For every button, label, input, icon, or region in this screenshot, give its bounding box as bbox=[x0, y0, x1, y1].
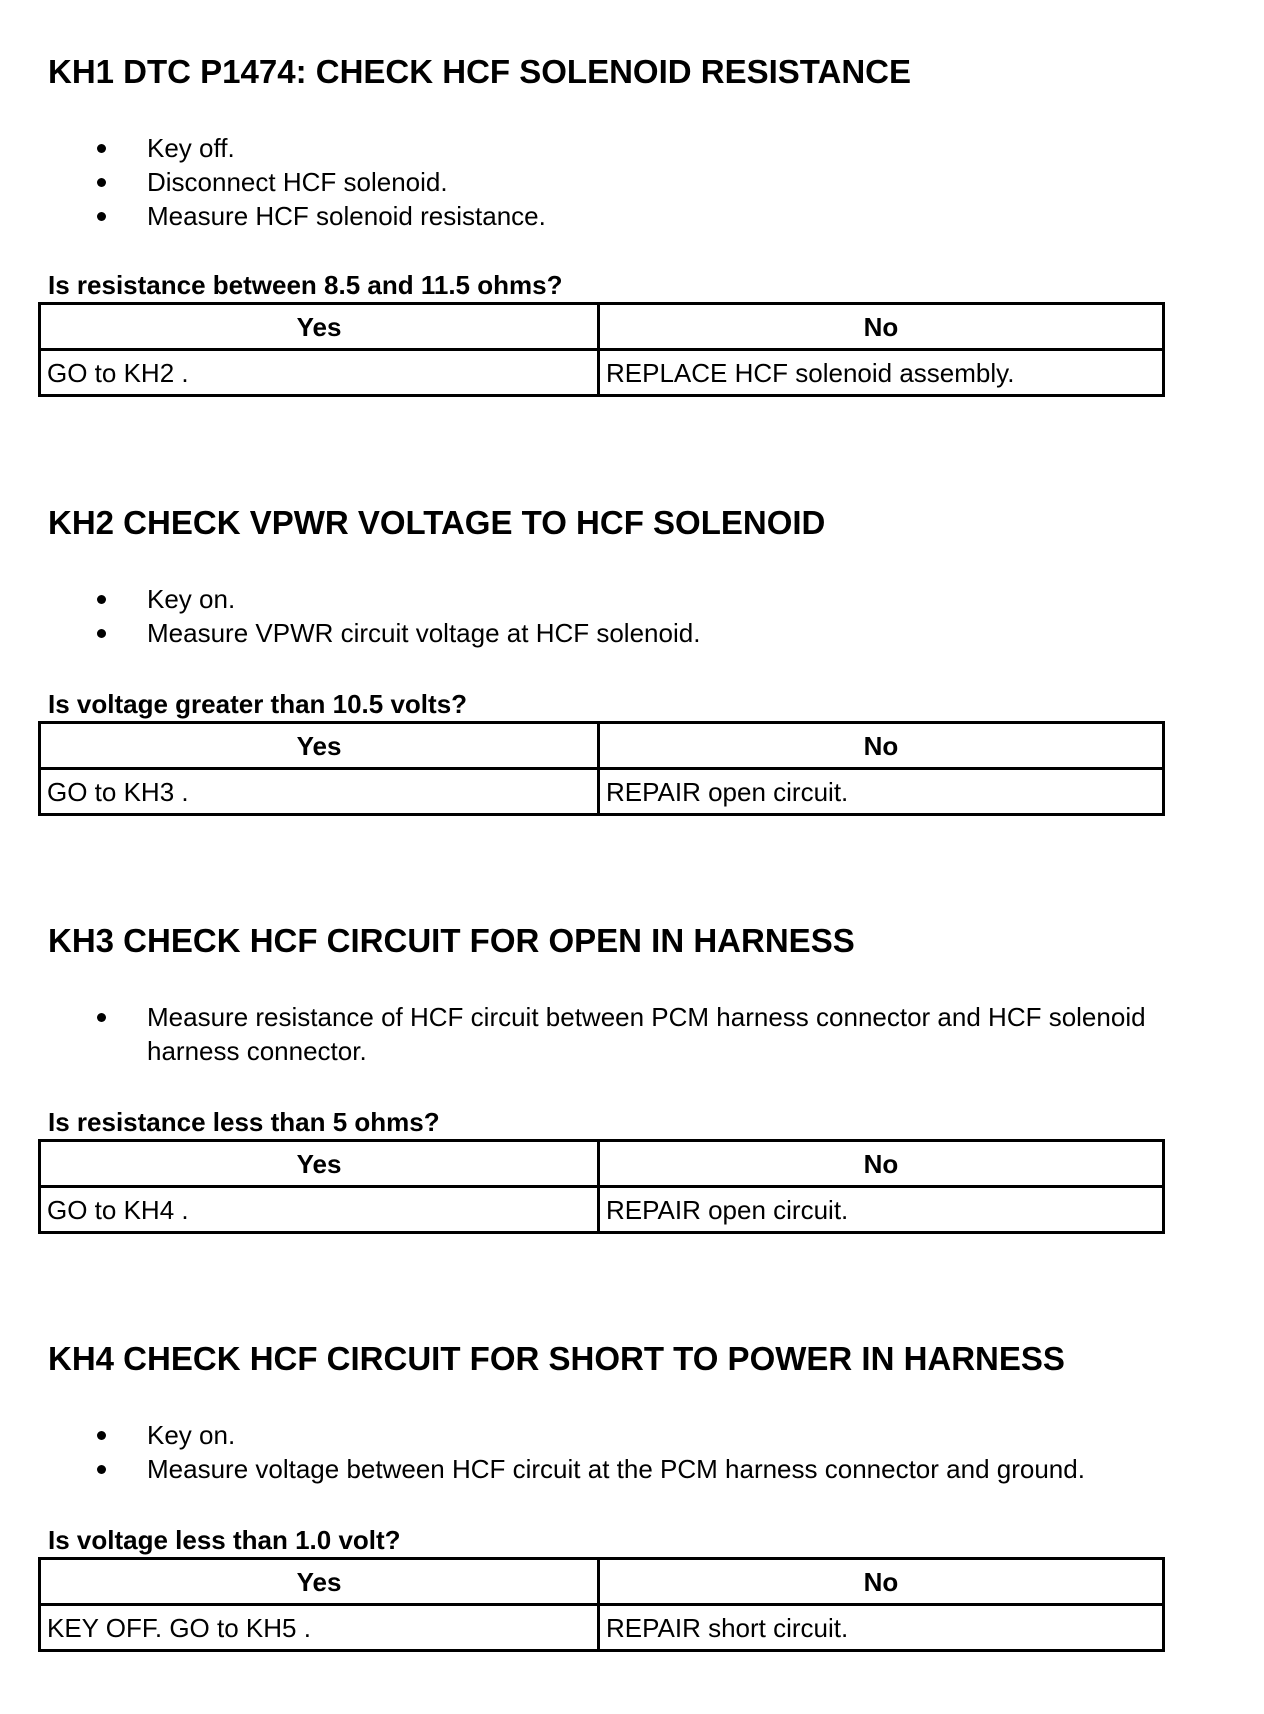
answer-table bbox=[38, 302, 1165, 397]
bullet-dot-icon bbox=[97, 144, 106, 153]
question: Is resistance between 8.5 and 11.5 ohms? bbox=[48, 270, 563, 300]
table-header-row bbox=[40, 304, 1164, 350]
step-title: KH4 CHECK HCF CIRCUIT FOR SHORT TO POWER IN HARNESS bbox=[48, 1340, 1065, 1377]
yes-header: Yes bbox=[40, 723, 599, 769]
instruction-list bbox=[0, 1000, 1227, 1068]
no-header: No bbox=[599, 304, 1164, 350]
no-action: REPAIR short circuit. bbox=[599, 1605, 1164, 1651]
table-header-row bbox=[40, 1141, 1164, 1187]
bullet-dot-icon bbox=[97, 1465, 106, 1474]
list-item: Key off. bbox=[0, 131, 1227, 165]
table-header-row bbox=[40, 723, 1164, 769]
list-item: Key on. bbox=[0, 582, 1227, 616]
no-header: No bbox=[599, 1559, 1164, 1605]
bullet-dot-icon bbox=[97, 212, 106, 221]
table-header-row bbox=[40, 1559, 1164, 1605]
question: Is resistance less than 5 ohms? bbox=[48, 1107, 440, 1137]
no-action: REPAIR open circuit. bbox=[599, 1187, 1164, 1233]
list-item: Measure resistance of HCF circuit between PCM harness connector and HCF solenoid harness connector. bbox=[0, 1000, 1227, 1068]
answer-table bbox=[38, 721, 1165, 816]
table-row bbox=[40, 1605, 1164, 1651]
list-item: Measure VPWR circuit voltage at HCF solenoid. bbox=[0, 616, 1227, 650]
list-item: Disconnect HCF solenoid. bbox=[0, 165, 1227, 199]
bullet-dot-icon bbox=[97, 629, 106, 638]
yes-header: Yes bbox=[40, 1141, 599, 1187]
question: Is voltage less than 1.0 volt? bbox=[48, 1525, 401, 1555]
answer-table bbox=[38, 1557, 1165, 1652]
yes-header: Yes bbox=[40, 304, 599, 350]
yes-action: GO to KH3 . bbox=[40, 769, 599, 815]
answer-table bbox=[38, 1139, 1165, 1234]
list-item: Measure voltage between HCF circuit at the PCM harness connector and ground. bbox=[0, 1452, 1227, 1486]
yes-action: GO to KH4 . bbox=[40, 1187, 599, 1233]
yes-action: GO to KH2 . bbox=[40, 350, 599, 396]
no-action: REPLACE HCF solenoid assembly. bbox=[599, 350, 1164, 396]
list-item: Measure HCF solenoid resistance. bbox=[0, 199, 1227, 233]
step-title: KH2 CHECK VPWR VOLTAGE TO HCF SOLENOID bbox=[48, 504, 826, 541]
yes-header: Yes bbox=[40, 1559, 599, 1605]
no-header: No bbox=[599, 1141, 1164, 1187]
table-row bbox=[40, 350, 1164, 396]
step-title: KH1 DTC P1474: CHECK HCF SOLENOID RESISTANCE bbox=[48, 53, 912, 90]
instruction-list bbox=[0, 1418, 1227, 1486]
bullet-dot-icon bbox=[97, 1431, 106, 1440]
bullet-dot-icon bbox=[97, 178, 106, 187]
bullet-dot-icon bbox=[97, 595, 106, 604]
table-row bbox=[40, 769, 1164, 815]
no-header: No bbox=[599, 723, 1164, 769]
question: Is voltage greater than 10.5 volts? bbox=[48, 689, 468, 719]
table-row bbox=[40, 1187, 1164, 1233]
instruction-list bbox=[0, 131, 1227, 233]
instruction-list bbox=[0, 582, 1227, 650]
no-action: REPAIR open circuit. bbox=[599, 769, 1164, 815]
step-title: KH3 CHECK HCF CIRCUIT FOR OPEN IN HARNESS bbox=[48, 922, 855, 959]
list-item: Key on. bbox=[0, 1418, 1227, 1452]
yes-action: KEY OFF. GO to KH5 . bbox=[40, 1605, 599, 1651]
bullet-dot-icon bbox=[97, 1013, 106, 1022]
